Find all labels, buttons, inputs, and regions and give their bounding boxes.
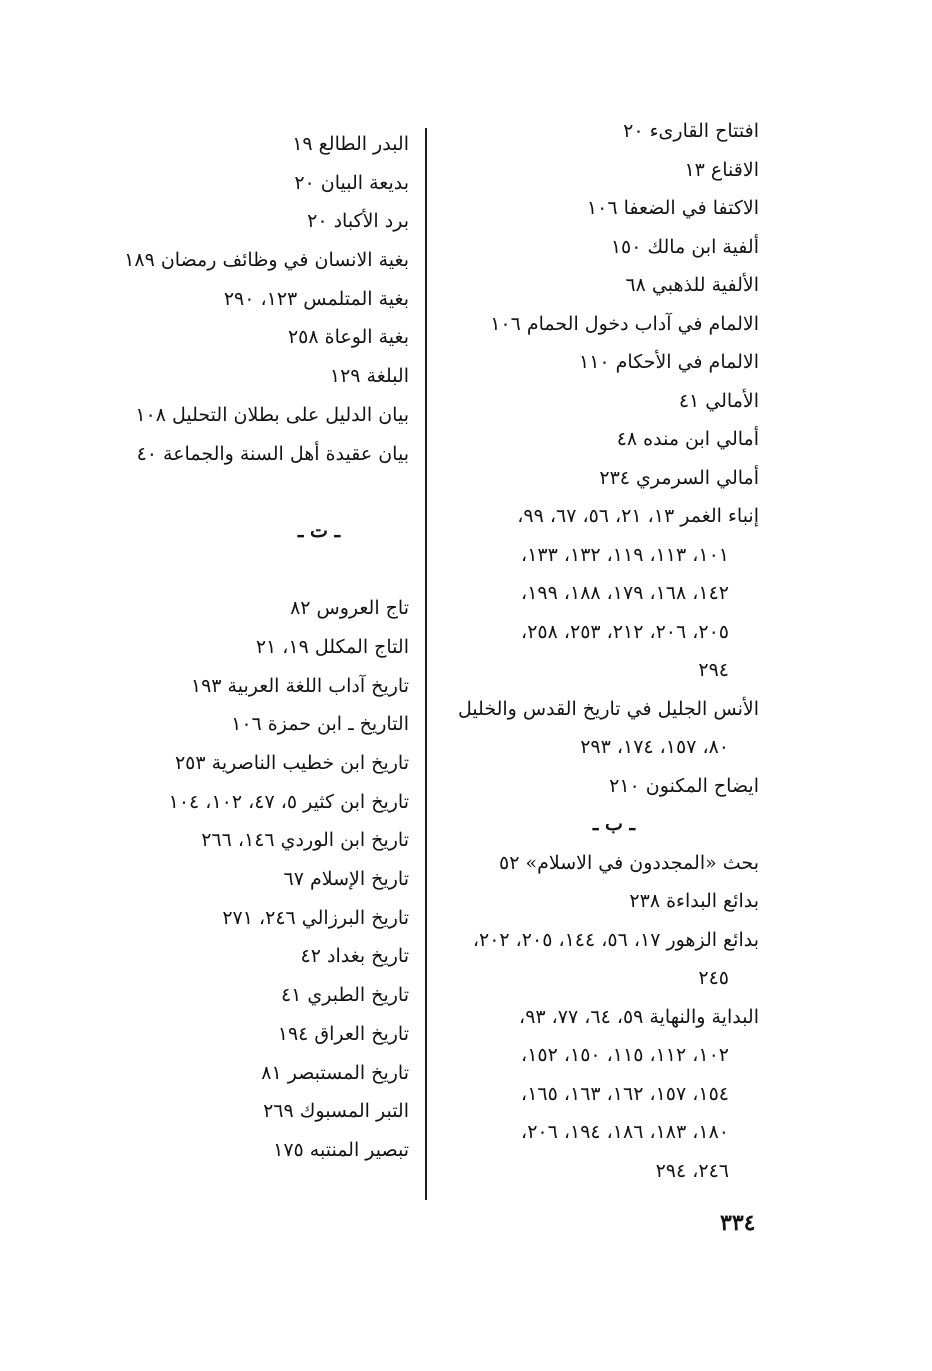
section-heading: ـ ب ـ [592, 813, 636, 835]
index-entry: تاريخ ابن الوردي ١٤٦، ٢٦٦ [201, 829, 409, 852]
spacer [109, 473, 409, 512]
index-entry: الأنس الجليل في تاريخ القدس والخليل [457, 697, 759, 720]
index-entry: البداية والنهاية ٥٩، ٦٤، ٧٧، ٩٣، [519, 1005, 759, 1028]
index-entry: التاج المكلل ١٩، ٢١ [255, 635, 409, 658]
section-heading: ـ ت ـ [297, 519, 341, 542]
index-entry: تاريخ المستبصر ٨١ [261, 1061, 409, 1084]
index-entry: بغية الانسان في وظائف رمضان ١٨٩ [124, 249, 409, 272]
index-entry-continuation: ٢٩٤ [698, 659, 729, 681]
index-entry: بدائع البداءة ٢٣٨ [629, 890, 759, 912]
index-entry-continuation: ٢٤٦، ٢٩٤ [655, 1159, 729, 1182]
index-entry: بديعة البيان ٢٠ [294, 171, 409, 194]
index-entry: بيان الدليل على بطلان التحليل ١٠٨ [135, 403, 409, 426]
index-entry: تاريخ البرزالي ٢٤٦، ٢٧١ [222, 906, 409, 929]
spacer [109, 551, 409, 590]
index-entry: تاريخ الطبري ٤١ [280, 984, 409, 1007]
index-entry: الالمام في الأحكام ١١٠ [578, 351, 759, 373]
index-entry: الأمالي ٤١ [678, 389, 759, 412]
index-entry: ألفية ابن مالك ١٥٠ [610, 235, 759, 258]
index-entry: أمالي السرمري ٢٣٤ [599, 466, 759, 489]
index-entry-continuation: ٨٠، ١٥٧، ١٧٤، ٢٩٣ [580, 736, 729, 758]
index-entry: تاريخ آداب اللغة العربية ١٩٣ [190, 674, 409, 697]
index-entry: الالمام في آداب دخول الحمام ١٠٦ [490, 312, 759, 335]
index-entry: تاريخ بغداد ٤٢ [300, 945, 409, 968]
index-entry: البدر الطالع ١٩ [292, 133, 409, 155]
index-entry: افتتاح القارىء ٢٠ [623, 120, 759, 142]
index-entry: بيان عقيدة أهل السنة والجماعة ٤٠ [136, 442, 409, 465]
index-entry: الاكتفا في الضعفا ١٠٦ [586, 197, 759, 219]
index-entry: تاريخ العراق ١٩٤ [277, 1022, 409, 1045]
index-entry: بحث «المجددون في الاسلام» ٥٢ [499, 851, 759, 874]
index-entry-continuation: ١٠١، ١١٣، ١١٩، ١٣٢، ١٣٣، [521, 543, 729, 566]
index-entry: التاريخ ـ ابن حمزة ١٠٦ [231, 713, 409, 736]
index-entry: بغية الوعاة ٢٥٨ [287, 326, 409, 349]
index-entry: تاريخ الإسلام ٦٧ [283, 868, 409, 891]
index-entry: ايضاح المكنون ٢١٠ [609, 774, 759, 797]
index-entry: تاج العروس ٨٢ [290, 597, 409, 620]
index-entry: البلغة ١٢٩ [329, 365, 409, 388]
index-entry-continuation: ١٠٢، ١١٢، ١١٥، ١٥٠، ١٥٢، [521, 1044, 729, 1066]
index-entry: تاريخ ابن كثير ٥، ٤٧، ١٠٢، ١٠٤ [168, 790, 409, 813]
index-entry-continuation: ١٤٢، ١٦٨، ١٧٩، ١٨٨، ١٩٩، [521, 582, 729, 604]
index-entry: التبر المسبوك ٢٦٩ [263, 1100, 409, 1123]
index-entry: أمالي ابن منده ٤٨ [616, 428, 759, 450]
index-entry-continuation: ٢٤٥ [698, 967, 729, 989]
index-column-left [109, 125, 409, 1170]
index-entry-continuation: ١٥٤، ١٥٧، ١٦٢، ١٦٣، ١٦٥، [521, 1082, 729, 1105]
index-entry: الألفية للذهبي ٦٨ [625, 274, 759, 296]
index-entry-continuation: ٢٠٥، ٢٠٦، ٢١٢، ٢٥٣، ٢٥٨، [521, 620, 729, 643]
index-entry: الاقناع ١٣ [684, 158, 759, 181]
index-entry: إنباء الغمر ١٣، ٢١، ٥٦، ٦٧، ٩٩، [517, 505, 759, 527]
page-number: ٣٣٤ [720, 1210, 756, 1236]
column-divider [425, 128, 427, 1200]
index-entry: برد الأكباد ٢٠ [307, 210, 409, 233]
index-entry: بدائع الزهور ١٧، ٥٦، ١٤٤، ٢٠٥، ٢٠٢، [472, 928, 759, 951]
index-entry: بغية المتلمس ١٢٣، ٢٩٠ [223, 287, 409, 310]
index-entry: تاريخ ابن خطيب الناصرية ٢٥٣ [174, 752, 409, 774]
index-column-right [429, 112, 759, 1190]
index-entry: تبصير المنتبه ١٧٥ [273, 1138, 409, 1161]
index-entry-continuation: ١٨٠، ١٨٣، ١٨٦، ١٩٤، ٢٠٦، [521, 1121, 729, 1143]
